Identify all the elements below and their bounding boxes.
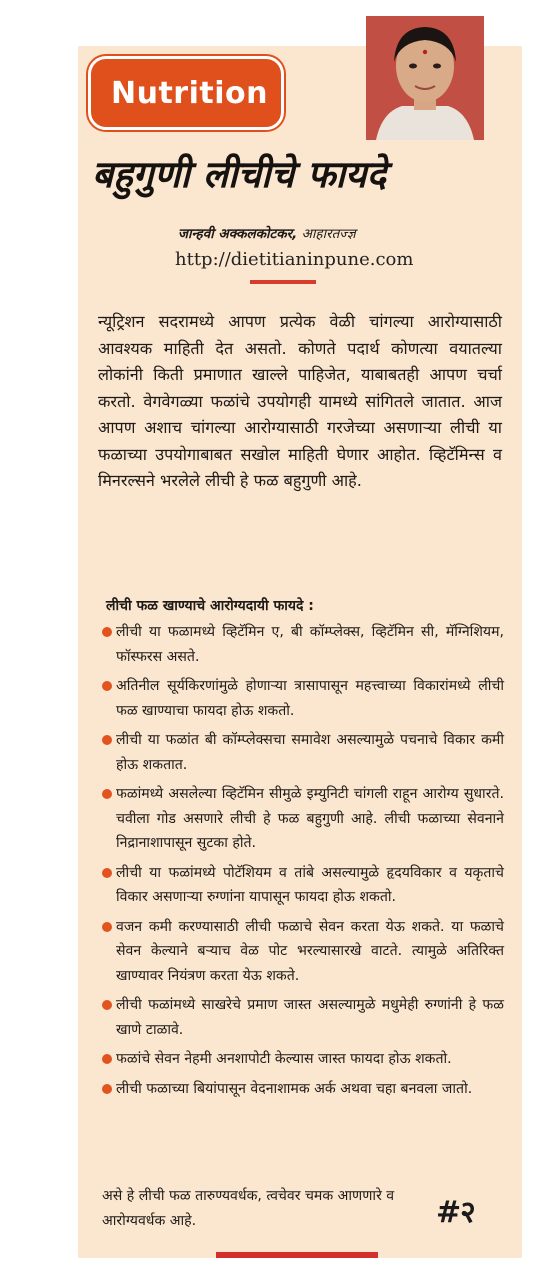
- list-item: [100, 861, 504, 910]
- issue-hashtag: #२: [436, 1195, 475, 1230]
- article-title: बहुगुणी लीचीचे फायदे: [92, 153, 387, 196]
- bullet-dot-icon: [102, 1084, 112, 1094]
- author-name: जान्हवी अक्कलकोटकर,: [178, 226, 298, 242]
- bullet-dot-icon: [102, 735, 112, 745]
- list-item-text: अतिनील सूर्यकिरणांमुळे होणाऱ्या त्रासापासून महत्त्वाच्या विकारांमध्ये लीची फळ खाण्याचा फायदा होऊ शकतो.: [116, 678, 504, 719]
- list-item: [100, 620, 504, 669]
- list-item: [100, 1047, 504, 1072]
- list-item: [100, 993, 504, 1042]
- list-item-text: फळांमध्ये असलेल्या व्हिटॅमिन सीमुळे इम्युनिटी चांगली राहून आरोग्य सुधारते. चवीला गोड असणारे लीची हे फळ बहुगुणी आहे. लीची फळाच्या सेवनाने निद्रानाशापासून सुटका होते.: [116, 786, 504, 851]
- title-divider: [250, 280, 316, 284]
- list-item: [100, 728, 504, 777]
- author-byline: [178, 224, 356, 242]
- list-item-text: लीची या फळामध्ये व्हिटॅमिन ए, बी कॉम्प्लेक्स, व्हिटॅमिन सी, मॅग्निशियम, फॉस्फरस असते.: [116, 624, 504, 665]
- bullet-dot-icon: [102, 1000, 112, 1010]
- list-item-text: लीची या फळांमध्ये पोटॅशियम व तांबे असल्यामुळे हृदयविकार व यकृताचे विकार असणाऱ्या रुग्णांना यापासून फायदा होऊ शकतो.: [116, 864, 504, 905]
- bullet-dot-icon: [102, 922, 112, 932]
- bullet-dot-icon: [102, 1054, 112, 1064]
- list-item: [100, 915, 504, 989]
- author-website: http://dietitianinpune.com: [175, 249, 414, 270]
- list-item-text: लीची या फळांत बी कॉम्प्लेक्सचा समावेश असल्यामुळे पचनाचे विकार कमी होऊ शकतात.: [116, 732, 504, 773]
- list-item-text: लीची फळांमध्ये साखरेचे प्रमाण जास्त असल्यामुळे मधुमेही रुग्णांनी हे फळ खाणे टाळावे.: [116, 997, 504, 1038]
- author-portrait-image: [366, 16, 484, 140]
- bullet-dot-icon: [102, 627, 112, 637]
- section-badge: [88, 56, 284, 130]
- author-role: आहारतज्ज्ञ: [301, 226, 356, 242]
- list-item: [100, 674, 504, 723]
- intro-paragraph: न्यूट्रिशन सदरामध्ये आपण प्रत्येक वेळी चांगल्या आरोग्यासाठी आवश्यक माहिती देत असतो. कोणते पदार्थ कोणत्या वयातल्या लोकांनी किती प्रमाणात खाल्ले पाहिजेत, याबाबतही आपण चर्चा करतो. वेगवेगळ्या फळांचे उपयोगही यामध्ये सांगितले जातात. आज आपण अशाच चांगल्या आरोग्यासाठी गरजेच्या असणाऱ्या लीची या फळाच्या उपयोगाबाबत सखोल माहिती घेणार आहोत. व्हिटॅमिन्स व मिनरल्सने भरलेले लीची हे फळ बहुगुणी आहे.: [98, 312, 502, 491]
- closing-paragraph: असे हे लीची फळ तारुण्यवर्धक, त्वचेवर चमक आणणारे व आरोग्यवर्धक आहे.: [102, 1188, 395, 1229]
- benefits-list: [100, 620, 504, 1106]
- list-item: [100, 1077, 504, 1102]
- section-badge-label: Nutrition: [111, 75, 268, 111]
- benefits-heading: लीची फळ खाण्याचे आरोग्यदायी फायदे :: [106, 598, 314, 614]
- author-photo: [366, 16, 484, 140]
- bullet-dot-icon: [102, 868, 112, 878]
- bullet-dot-icon: [102, 681, 112, 691]
- footer-divider: [216, 1252, 378, 1258]
- bullet-dot-icon: [102, 789, 112, 799]
- list-item: [100, 782, 504, 856]
- list-item-text: लीची फळाच्या बियांपासून वेदनाशामक अर्क अथवा चहा बनवला जातो.: [116, 1080, 473, 1097]
- list-item-text: फळांचे सेवन नेहमी अनशापोटी केल्यास जास्त फायदा होऊ शकतो.: [116, 1051, 452, 1067]
- list-item-text: वजन कमी करण्यासाठी लीची फळाचे सेवन करता येऊ शकते. या फळाचे सेवन केल्याने बऱ्याच वेळ पोट भरल्यासारखे वाटते. त्यामुळे अतिरिक्त खाण्यावर नियंत्रण करता येऊ शकते.: [116, 918, 504, 984]
